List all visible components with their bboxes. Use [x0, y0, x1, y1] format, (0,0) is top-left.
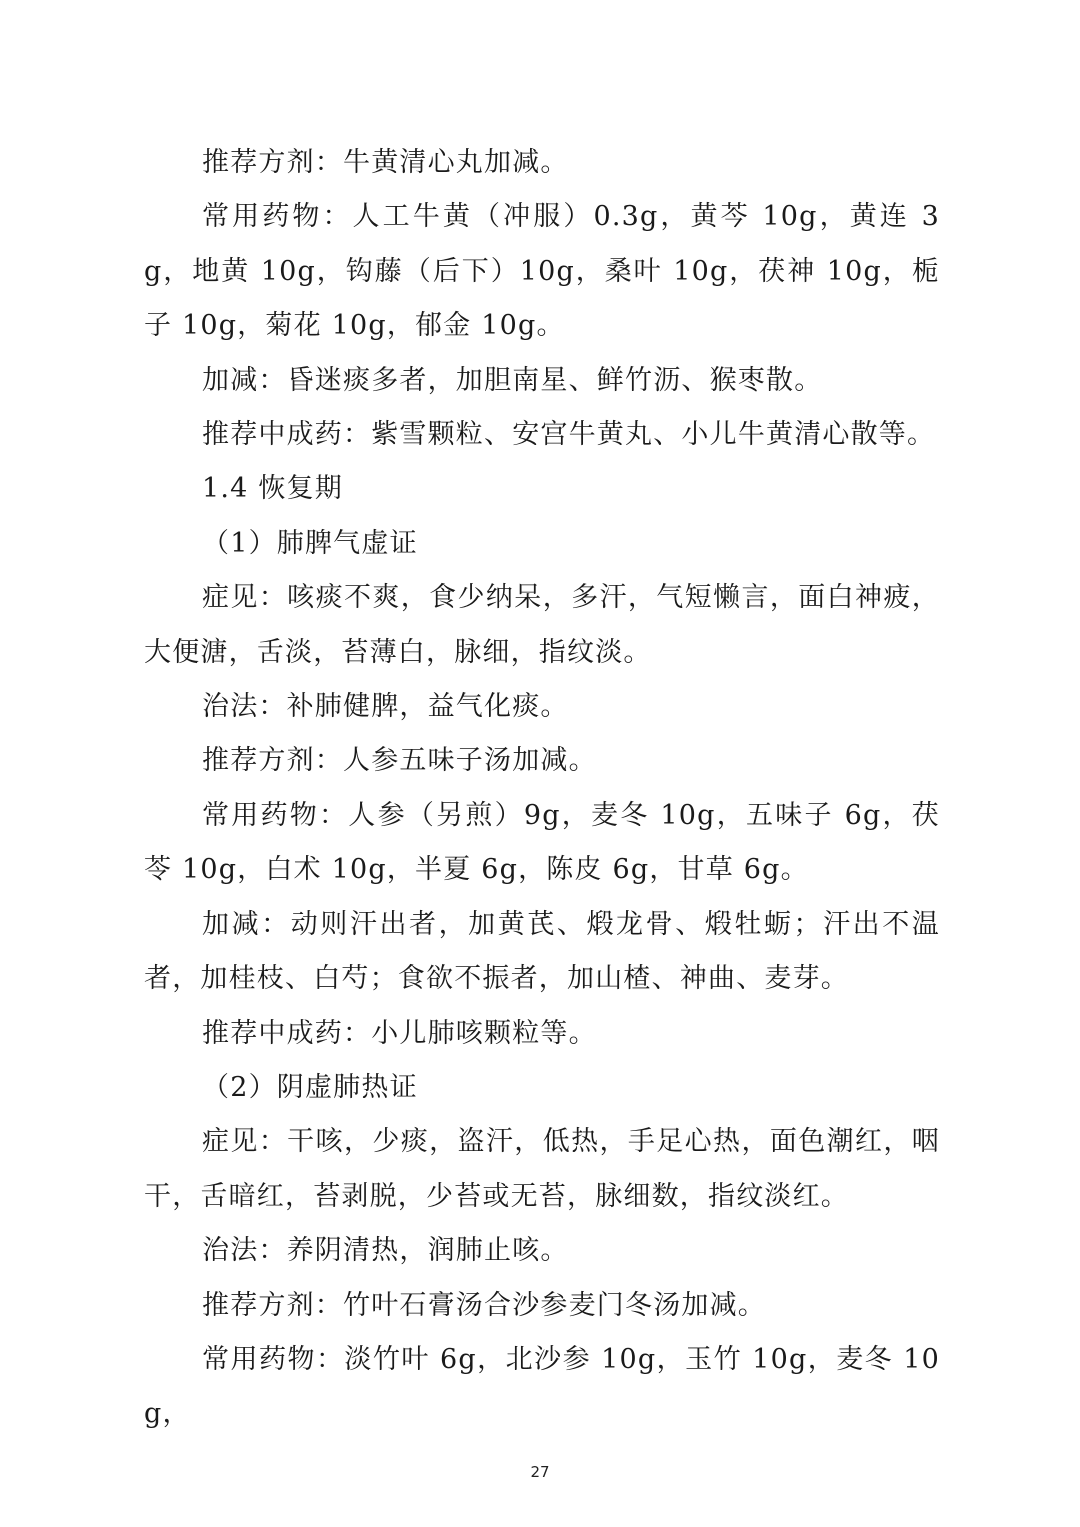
- paragraph: 加减：昏迷痰多者，加胆南星、鲜竹沥、猴枣散。: [202, 364, 823, 396]
- paragraph: 推荐方剂：牛黄清心丸加减。: [202, 147, 569, 178]
- paragraph: 常用药物：人工牛黄（冲服）0.3g，黄芩 10g，黄连 3g，地黄 10g，钩藤（后下）10g，桑叶 10g，茯神 10g，栀子 10g，菊花 10g，郁金 10g。: [144, 201, 940, 342]
- paragraph: 推荐方剂：人参五味子汤加减。: [202, 745, 597, 777]
- page-number: 27: [530, 1463, 550, 1481]
- paragraph: 推荐中成药：小儿肺咳颗粒等。: [202, 1017, 597, 1049]
- paragraph: 推荐方剂：竹叶石膏汤合沙参麦门冬汤加减。: [202, 1289, 766, 1321]
- document-body: [144, 136, 940, 1442]
- subsection-heading: （1）肺脾气虚证: [202, 527, 418, 559]
- paragraph: 症见：咳痰不爽，食少纳呆，多汗，气短懒言，面白神疲，大便溏，舌淡，苔薄白，脉细，指纹淡。: [144, 582, 940, 668]
- paragraph: 加减：动则汗出者，加黄芪、煅龙骨、煅牡蛎；汗出不温者，加桂枝、白芍；食欲不振者，加山楂、神曲、麦芽。: [144, 908, 940, 995]
- paragraph: 症见：干咳，少痰，盗汗，低热，手足心热，面色潮红，咽干，舌暗红，苔剥脱，少苔或无苔，脉细数，指纹淡红。: [144, 1126, 940, 1212]
- paragraph: 常用药物：人参（另煎）9g，麦冬 10g，五味子 6g，茯苓 10g，白术 10g，半夏 6g，陈皮 6g，甘草 6g。: [144, 799, 940, 886]
- paragraph: 推荐中成药：紫雪颗粒、安宫牛黄丸、小儿牛黄清心散等。: [202, 419, 936, 451]
- paragraph: 治法：补肺健脾，益气化痰。: [202, 691, 569, 723]
- paragraph: 常用药物：淡竹叶 6g，北沙参 10g，玉竹 10g，麦冬 10g，: [144, 1343, 940, 1430]
- section-heading: 1.4 恢复期: [202, 473, 343, 505]
- subsection-heading: （2）阴虚肺热证: [202, 1071, 418, 1103]
- paragraph: 治法：养阴清热，润肺止咳。: [202, 1235, 569, 1267]
